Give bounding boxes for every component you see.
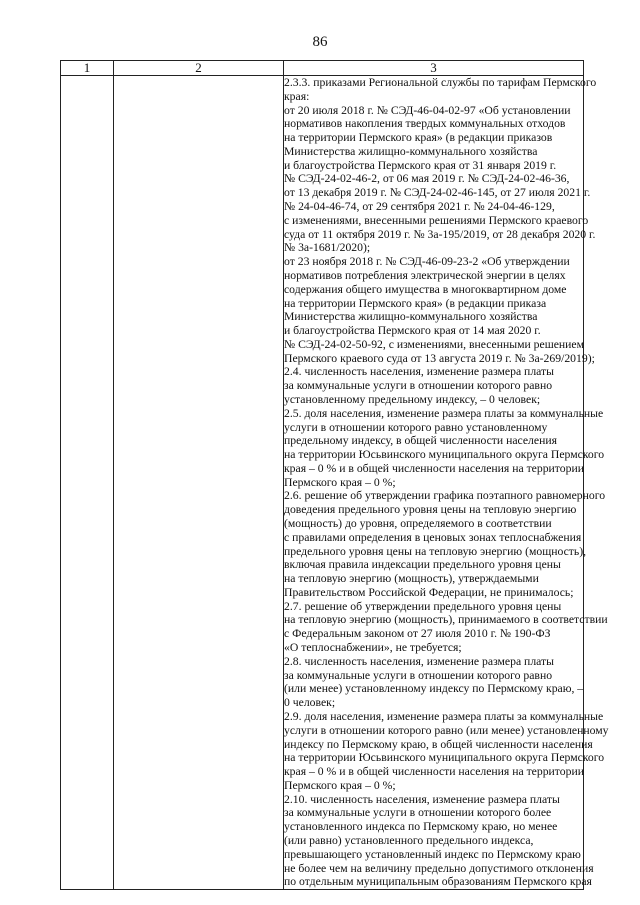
- text-line: от 13 декабря 2019 г. № СЭД-24-02-46-145, от 27 июля 2021 г.: [284, 186, 591, 200]
- text-line: доведения предельного уровня цены на тепловую энергию: [284, 503, 577, 517]
- text-line: от 23 ноября 2018 г. № СЭД-46-09-23-2 «Об утверждении: [284, 255, 570, 269]
- text-line: по отдельным муниципальным образованиям Пермского края: [284, 875, 592, 889]
- page-number: 86: [312, 34, 328, 50]
- cell-column-3: [284, 76, 609, 890]
- text-line: Правительством Российской Федерации, не принималось;: [284, 585, 574, 599]
- text-line: предельного уровня цены на тепловую энергию (мощность),: [284, 544, 587, 558]
- table-row: [61, 76, 584, 890]
- text-line: предельному индексу, в общей численности населения: [284, 434, 557, 448]
- text-line: 2.8. численность населения, изменение размера платы: [284, 654, 554, 668]
- text-line: включая правила индексации предельного уровня цены: [284, 558, 561, 572]
- text-line: Министерства жилищно-коммунального хозяйства: [284, 144, 538, 158]
- column-header-2: 2: [114, 61, 284, 76]
- text-line: № 3а-1681/2020);: [284, 241, 371, 255]
- text-line: 2.7. решение об утверждении предельного уровня цены: [284, 599, 562, 613]
- text-line: на территории Юсьвинского муниципального округа Пермского: [284, 448, 605, 462]
- text-line: на тепловую энергию (мощность), утверждаемыми: [284, 572, 539, 586]
- column-header-3: 3: [284, 61, 584, 76]
- text-line: за коммунальные услуги в отношении которого равно: [284, 668, 553, 682]
- text-line: края – 0 % и в общей численности населения на территории: [284, 765, 584, 779]
- text-line: превышающего установленный индекс по Пермскому краю: [284, 847, 581, 861]
- text-line: 0 человек;: [284, 696, 336, 710]
- text-line: содержания общего имущества в многоквартирном доме: [284, 282, 567, 296]
- text-line: услуги в отношении которого равно (или менее) установленному: [284, 723, 609, 737]
- document-table: [60, 60, 609, 890]
- text-line: края – 0 % и в общей численности населения на территории: [284, 461, 584, 475]
- column-header-1: 1: [61, 61, 114, 76]
- cell-column-1: [61, 76, 114, 890]
- text-line: (или менее) установленному индексу по Пермскому краю, –: [284, 682, 584, 696]
- text-line: Пермского края – 0 %;: [284, 475, 396, 489]
- text-line: 2.10. численность населения, изменение размера платы: [284, 792, 560, 806]
- text-line: (мощность) до уровня, определяемого в соответствии: [284, 517, 552, 530]
- table-header-row: [61, 61, 584, 76]
- text-line: суда от 11 октября 2019 г. № 3а-195/2019, от 28 декабря 2020 г.: [284, 227, 596, 241]
- text-line: на тепловую энергию (мощность), принимаемого в соответствии: [284, 613, 608, 627]
- text-line: за коммунальные услуги в отношении которого более: [284, 806, 552, 820]
- text-line: (или равно) установленного предельного индекса,: [284, 833, 534, 847]
- text-line: от 20 июля 2018 г. № СЭД-46-04-02-97 «Об установлении: [284, 103, 571, 117]
- text-line: Пермского краевого суда от 13 августа 2019 г. № 3а-269/2019);: [284, 351, 595, 365]
- text-line: Пермского края – 0 %;: [284, 778, 396, 792]
- text-line: нормативов накопления твердых коммунальных отходов: [284, 117, 566, 131]
- text-line: с Федеральным законом от 27 июля 2010 г. № 190-ФЗ: [284, 627, 551, 641]
- text-line: на территории Пермского края» (в редакции приказа: [284, 296, 547, 310]
- text-line: с изменениями, внесенными решениями Пермского краевого: [284, 213, 589, 227]
- text-line: № 24-04-46-74, от 29 сентября 2021 г. № 24-04-46-129,: [284, 200, 555, 214]
- text-line: 2.9. доля населения, изменение размера платы за коммунальные: [284, 709, 604, 723]
- text-line: услуги в отношении которого равно установленному: [284, 420, 548, 434]
- text-line: с правилами определения в ценовых зонах теплоснабжения: [284, 530, 582, 544]
- text-line: и благоустройства Пермского края от 31 января 2019 г.: [284, 158, 557, 172]
- text-line: № СЭД-24-02-46-2, от 06 мая 2019 г. № СЭД-24-02-46-36,: [284, 172, 570, 186]
- text-line: № СЭД-24-02-50-92, с изменениями, внесенными решением: [284, 337, 584, 351]
- text-line: установленному предельному индексу, – 0 человек;: [284, 392, 541, 406]
- text-line: «О теплоснабжении», не требуется;: [284, 641, 462, 655]
- text-line: Министерства жилищно-коммунального хозяйства: [284, 310, 538, 324]
- text-line: нормативов потребления электрической энергии в целях: [284, 268, 566, 282]
- text-line: 2.5. доля населения, изменение размера платы за коммунальные: [284, 406, 604, 420]
- text-line: и благоустройства Пермского края от 14 мая 2020 г.: [284, 324, 541, 338]
- text-line: индексу по Пермскому краю, в общей численности населения: [284, 737, 593, 751]
- text-line: на территории Юсьвинского муниципального округа Пермского: [284, 751, 605, 765]
- text-line: края:: [284, 89, 310, 103]
- text-line: установленного индекса по Пермскому краю, но менее: [284, 820, 558, 834]
- text-line: на территории Пермского края» (в редакции приказов: [284, 131, 553, 145]
- cell-column-2: [114, 76, 284, 890]
- text-lines: [284, 76, 609, 889]
- text-line: 2.3.3. приказами Региональной службы по тарифам Пермского: [284, 76, 597, 89]
- text-line: 2.6. решение об утверждении графика поэтапного равномерного: [284, 489, 606, 503]
- text-line: не более чем на величину предельно допустимого отклонения: [284, 861, 594, 875]
- text-line: 2.4. численность населения, изменение размера платы: [284, 365, 554, 379]
- text-line: за коммунальные услуги в отношении которого равно: [284, 379, 553, 393]
